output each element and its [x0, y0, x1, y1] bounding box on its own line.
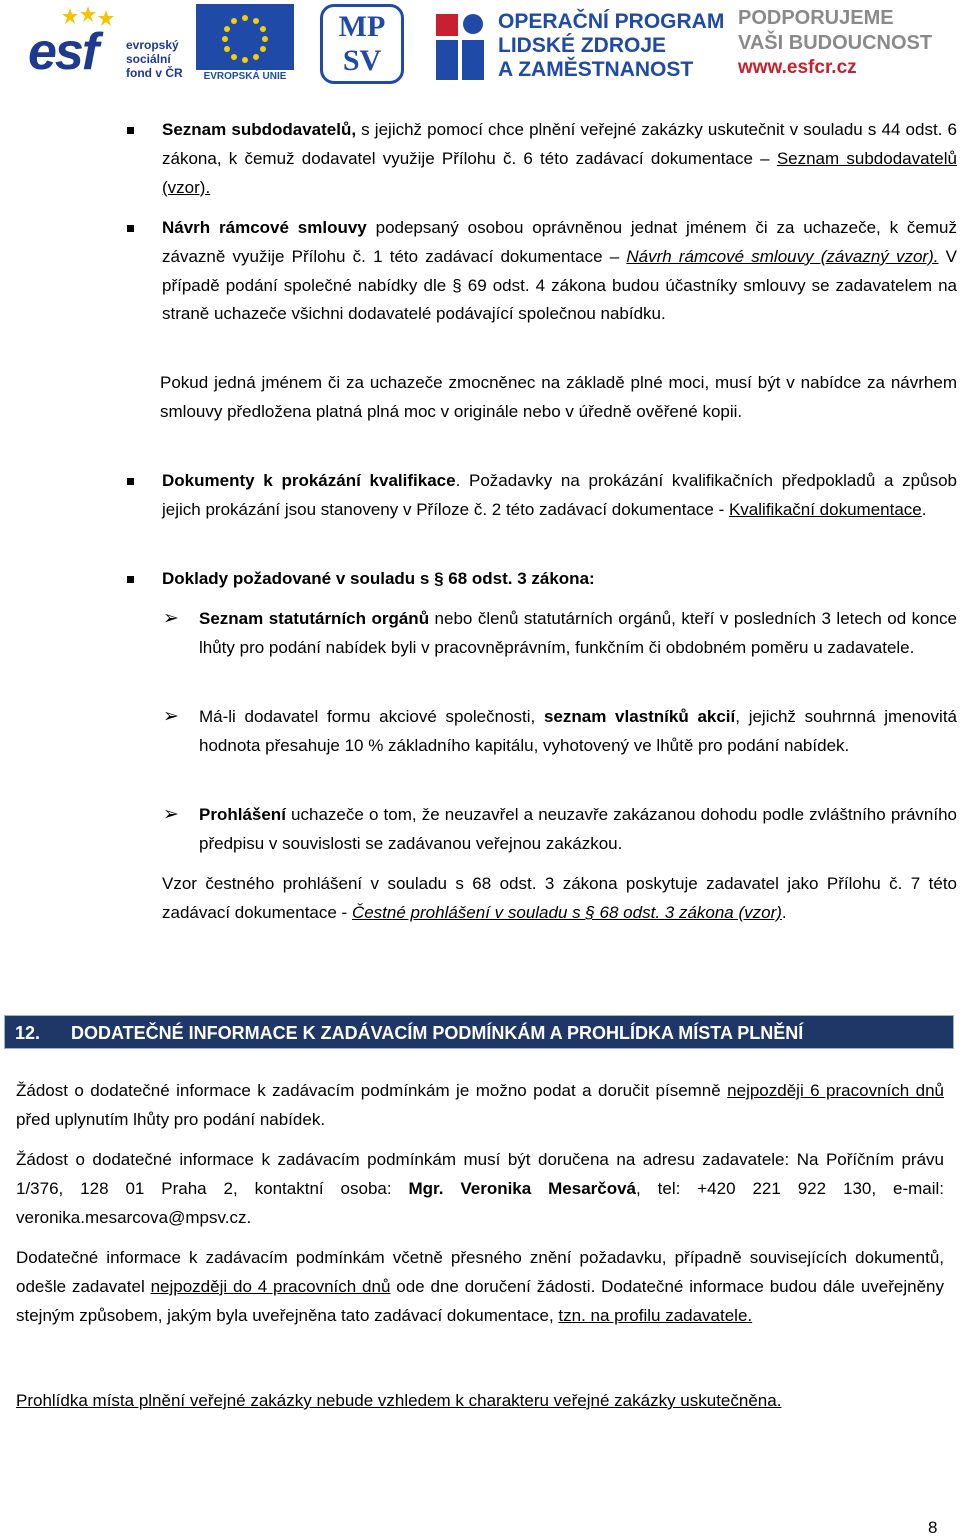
subitem-akcie: Má-li dodavatel formu akciové společnosti, seznam vlastníků akcií, jejichž souhrnná jmenovitá hodnota přesahuje 10 % základního kapitálu, vyhotovený ve lhůtě pro podání nabídek. — [199, 707, 957, 755]
arrow-bullet-icon: ➢ — [163, 608, 179, 629]
list-item-subdodavatele: Seznam subdodavatelů, s jejichž pomocí chce plnění veřejné zakázky uskutečnit v souladu s 44 odst. 6 zákona, k čemuž dodavatel využije Přílohu č. 6 této zadávací dokumentace – Seznam subdodavatelů (vzor). — [162, 120, 957, 197]
subitem-prohlaseni: Prohlášení uchazeče o tom, že neuzavřel a neuzavře zakázanou dohodu podle zvláštního právního předpisu v souvislosti se zadávanou veřejnou zakázkou. — [199, 805, 957, 853]
list-item-kvalifikace: Dokumenty k prokázání kvalifikace. Požadavky na prokázání kvalifikačních předpokladů a způsob jejich prokázání jsou stanoveny v Příloze č. 2 této zadávací dokumentace - Kvalifikační dokumentace. — [162, 471, 958, 519]
bullet-icon — [127, 478, 134, 485]
bullet-icon — [127, 127, 134, 134]
op-logo — [432, 4, 725, 86]
subitem-statutarni: Seznam statutárních orgánů nebo členů statutárních orgánů, kteří v posledních 3 letech od konce lhůty pro podání nabídek byli v pracovněprávním, funkčním či obdobném poměru u zadavatele. — [199, 609, 957, 657]
mpsv-bottom: SV — [342, 44, 382, 77]
eu-caption: EVROPSKÁ UNIE — [203, 71, 287, 82]
mpsv-top: MP — [338, 10, 386, 43]
section-title: DODATEČNÉ INFORMACE K ZADÁVACÍM PODMÍNKÁM A PROHLÍDKA MÍSTA PLNĚNÍ — [71, 1023, 804, 1043]
navrh-link[interactable]: Návrh rámcové smlouvy (závazný vzor). — [626, 246, 939, 266]
eu-logo — [196, 4, 294, 84]
bullet-icon — [127, 576, 134, 583]
arrow-bullet-icon: ➢ — [163, 706, 179, 727]
cestne-prohlaseni-link[interactable]: Čestné prohlášení v souladu s § 68 odst. 3 zákona (vzor) — [351, 902, 782, 922]
logo-banner — [0, 0, 960, 90]
kvalifikace-link[interactable]: Kvalifikační dokumentace — [728, 499, 922, 519]
op-caption: OPERAČNÍ PROGRAM LIDSKÉ ZDROJE A ZAMĚSTNANOST — [498, 10, 725, 81]
esfcr-url: www.esfcr.cz — [738, 57, 857, 78]
paragraph-prohlidka: Prohlídka místa plnění veřejné zakázky nebude vzhledem k charakteru veřejné zakázky uskutečněna. — [16, 1391, 782, 1410]
subdodavatele-link[interactable]: Seznam subdodavatelů (vzor). — [162, 148, 957, 197]
pokud-paragraph: Pokud jedná jménem či za uchazeče zmocněnec na základě plné moci, musí být v nabídce za návrhem smlouvy předložena platná plná moc v originále nebo v úředně ověřené kopii. — [160, 373, 957, 421]
vzor-paragraph: Vzor čestného prohlášení v souladu s 68 odst. 3 zákona poskytuje zadavatel jako Přílohu č. 7 této zadávací dokumentace - Čestné prohlášení v souladu s § 68 odst. 3 zákona (vzor). — [162, 874, 957, 922]
section-heading — [4, 1015, 954, 1049]
esf-letters: esf — [28, 23, 98, 81]
mpsv-logo — [320, 4, 404, 84]
paragraph-zadost-adresa: Žádost o dodatečné informace k zadávacím podmínkám musí být doručena na adresu zadavatele: Na Poříčním právu 1/376, 128 01 Praha 2, kontaktní osoba: Mgr. Veronika Mesarčová, tel: +420 221 922 130, e-mail: veronika.mesarcova@mpsv.cz. — [16, 1150, 944, 1227]
eu-flag-icon — [196, 4, 294, 70]
op-mark-icon — [432, 4, 492, 84]
arrow-bullet-icon: ➢ — [163, 804, 179, 825]
podporujeme-logo: PODPORUJEME VAŠI BUDOUCNOST www.esfcr.cz — [738, 6, 948, 86]
section-number: 12. — [15, 1023, 41, 1043]
bullet-icon — [127, 225, 134, 232]
list-item-doklady: Doklady požadované v souladu s § 68 odst. 3 zákona: — [162, 569, 595, 588]
list-item-navrh: Návrh rámcové smlouvy podepsaný osobou oprávněnou jednat jménem či za uchazeče, k čemuž závazně využije Přílohu č. 1 této zadávací dokumentace – Návrh rámcové smlouvy (závazný vzor). V případě podání společné nabídky dle § 69 odst. 4 zákona budou účastníky smlouvy se zadavatelem na straně uchazeče všichni dodavatelé podávající společnou nabídku. — [162, 218, 958, 324]
esf-logo — [28, 6, 190, 82]
page-number: 8 — [928, 1518, 938, 1537]
paragraph-dodatecne-informace: Dodatečné informace k zadávacím podmínkám včetně přesného znění požadavku, případně souvisejících dokumentů, odešle zadavatel nejpozději do 4 pracovních dnů ode dne doručení žádosti. Dodatečné informace budou dále uveřejněny stejným způsobem, jakým byla uveřejněna tato zadávací dokumentace, tzn. na profilu zadavatele. — [16, 1248, 944, 1325]
profil-zadavatele-link[interactable]: tzn. na profilu zadavatele. — [558, 1305, 753, 1325]
paragraph-zadost-lhuta: Žádost o dodatečné informace k zadávacím podmínkám je možno podat a doručit písemně nejpozději 6 pracovních dnů před uplynutím lhůty pro podání nabídek. — [16, 1081, 945, 1129]
esf-caption: evropský sociální fond v ČR — [126, 38, 183, 80]
